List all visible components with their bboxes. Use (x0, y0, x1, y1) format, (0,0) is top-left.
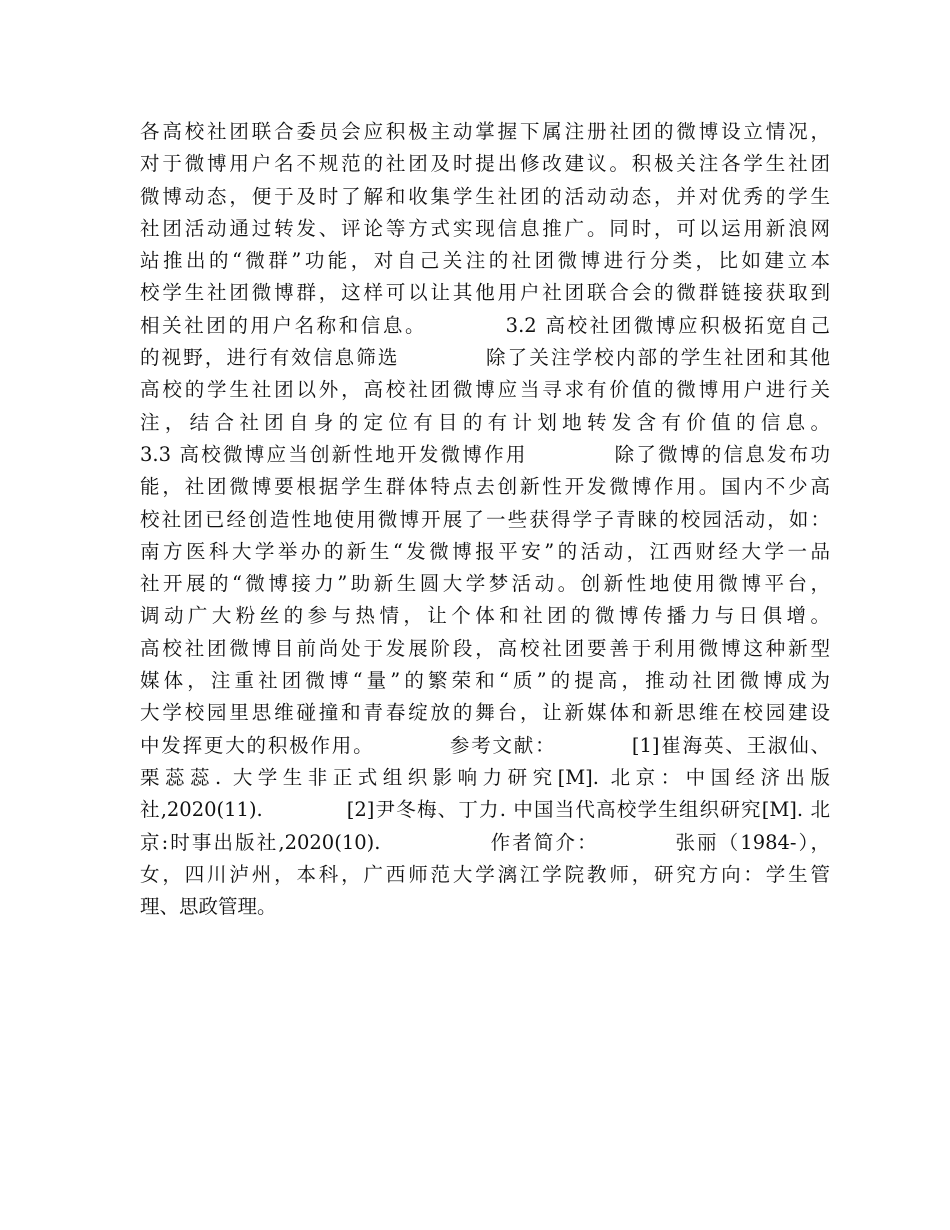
text-line: 中发挥更大的积极作用。 参考文献： [1]崔海英、王淑仙、 (140, 733, 830, 757)
text-line: 对于微博用户名不规范的社团及时提出修改建议。积极关注各学生社团 (140, 152, 830, 176)
text-line: 理、思政管理。 (140, 895, 277, 919)
text-line: 社,2020(11). [2]尹冬梅、丁力. 中国当代高校学生组织研究[M]. 北 (140, 798, 830, 822)
text-line: 大学校园里思维碰撞和青春绽放的舞台，让新媒体和新思维在校园建设 (140, 701, 830, 725)
text-line: 栗蕊蕊. 大学生非正式组织影响力研究[M]. 北京：中国经济出版 (140, 765, 830, 789)
text-line: 高校的学生社团以外，高校社团微博应当寻求有价值的微博用户进行关 (140, 378, 830, 402)
body-text (140, 116, 830, 923)
text-line: 社团活动通过转发、评论等方式实现信息推广。同时，可以运用新浪网 (140, 216, 830, 240)
text-line: 相关社团的用户名称和信息。 3.2 高校社团微博应积极拓宽自己 (140, 313, 830, 337)
text-line: 媒体，注重社团微博“量”的繁荣和“质”的提高，推动社团微博成为 (140, 669, 830, 693)
text-line: 各高校社团联合委员会应积极主动掌握下属注册社团的微博设立情况， (140, 120, 830, 143)
text-line: 校学生社团微博群，这样可以让其他用户社团联合会的微群链接获取到 (140, 281, 830, 305)
text-line: 能，社团微博要根据学生群体特点去创新性开发微博作用。国内不少高 (140, 475, 830, 499)
text-line: 注，结合社团自身的定位有目的有计划地转发含有价值的信息。 (140, 410, 830, 434)
text-line: 女，四川泸州，本科，广西师范大学漓江学院教师，研究方向：学生管 (140, 862, 830, 886)
text-line: 南方医科大学举办的新生“发微博报平安”的活动，江西财经大学一品 (140, 539, 830, 563)
text-line: 的视野，进行有效信息筛选 除了关注学校内部的学生社团和其他 (140, 346, 830, 370)
text-line: 高校社团微博目前尚处于发展阶段，高校社团要善于利用微博这种新型 (140, 636, 830, 660)
text-line: 调动广大粉丝的参与热情，让个体和社团的微博传播力与日俱增。 (140, 604, 830, 628)
text-line: 微博动态，便于及时了解和收集学生社团的活动动态，并对优秀的学生 (140, 184, 830, 208)
text-line: 京:时事出版社,2020(10). 作者简介： 张丽（1984-）， (140, 830, 830, 854)
text-line: 3.3 高校微博应当创新性地开发微博作用 除了微博的信息发布功 (140, 442, 830, 466)
text-line: 站推出的“微群”功能，对自己关注的社团微博进行分类，比如建立本 (140, 249, 830, 273)
text-line: 校社团已经创造性地使用微博开展了一些获得学子青睐的校园活动，如： (140, 507, 830, 531)
text-line: 社开展的“微博接力”助新生圆大学梦活动。创新性地使用微博平台， (140, 572, 830, 596)
